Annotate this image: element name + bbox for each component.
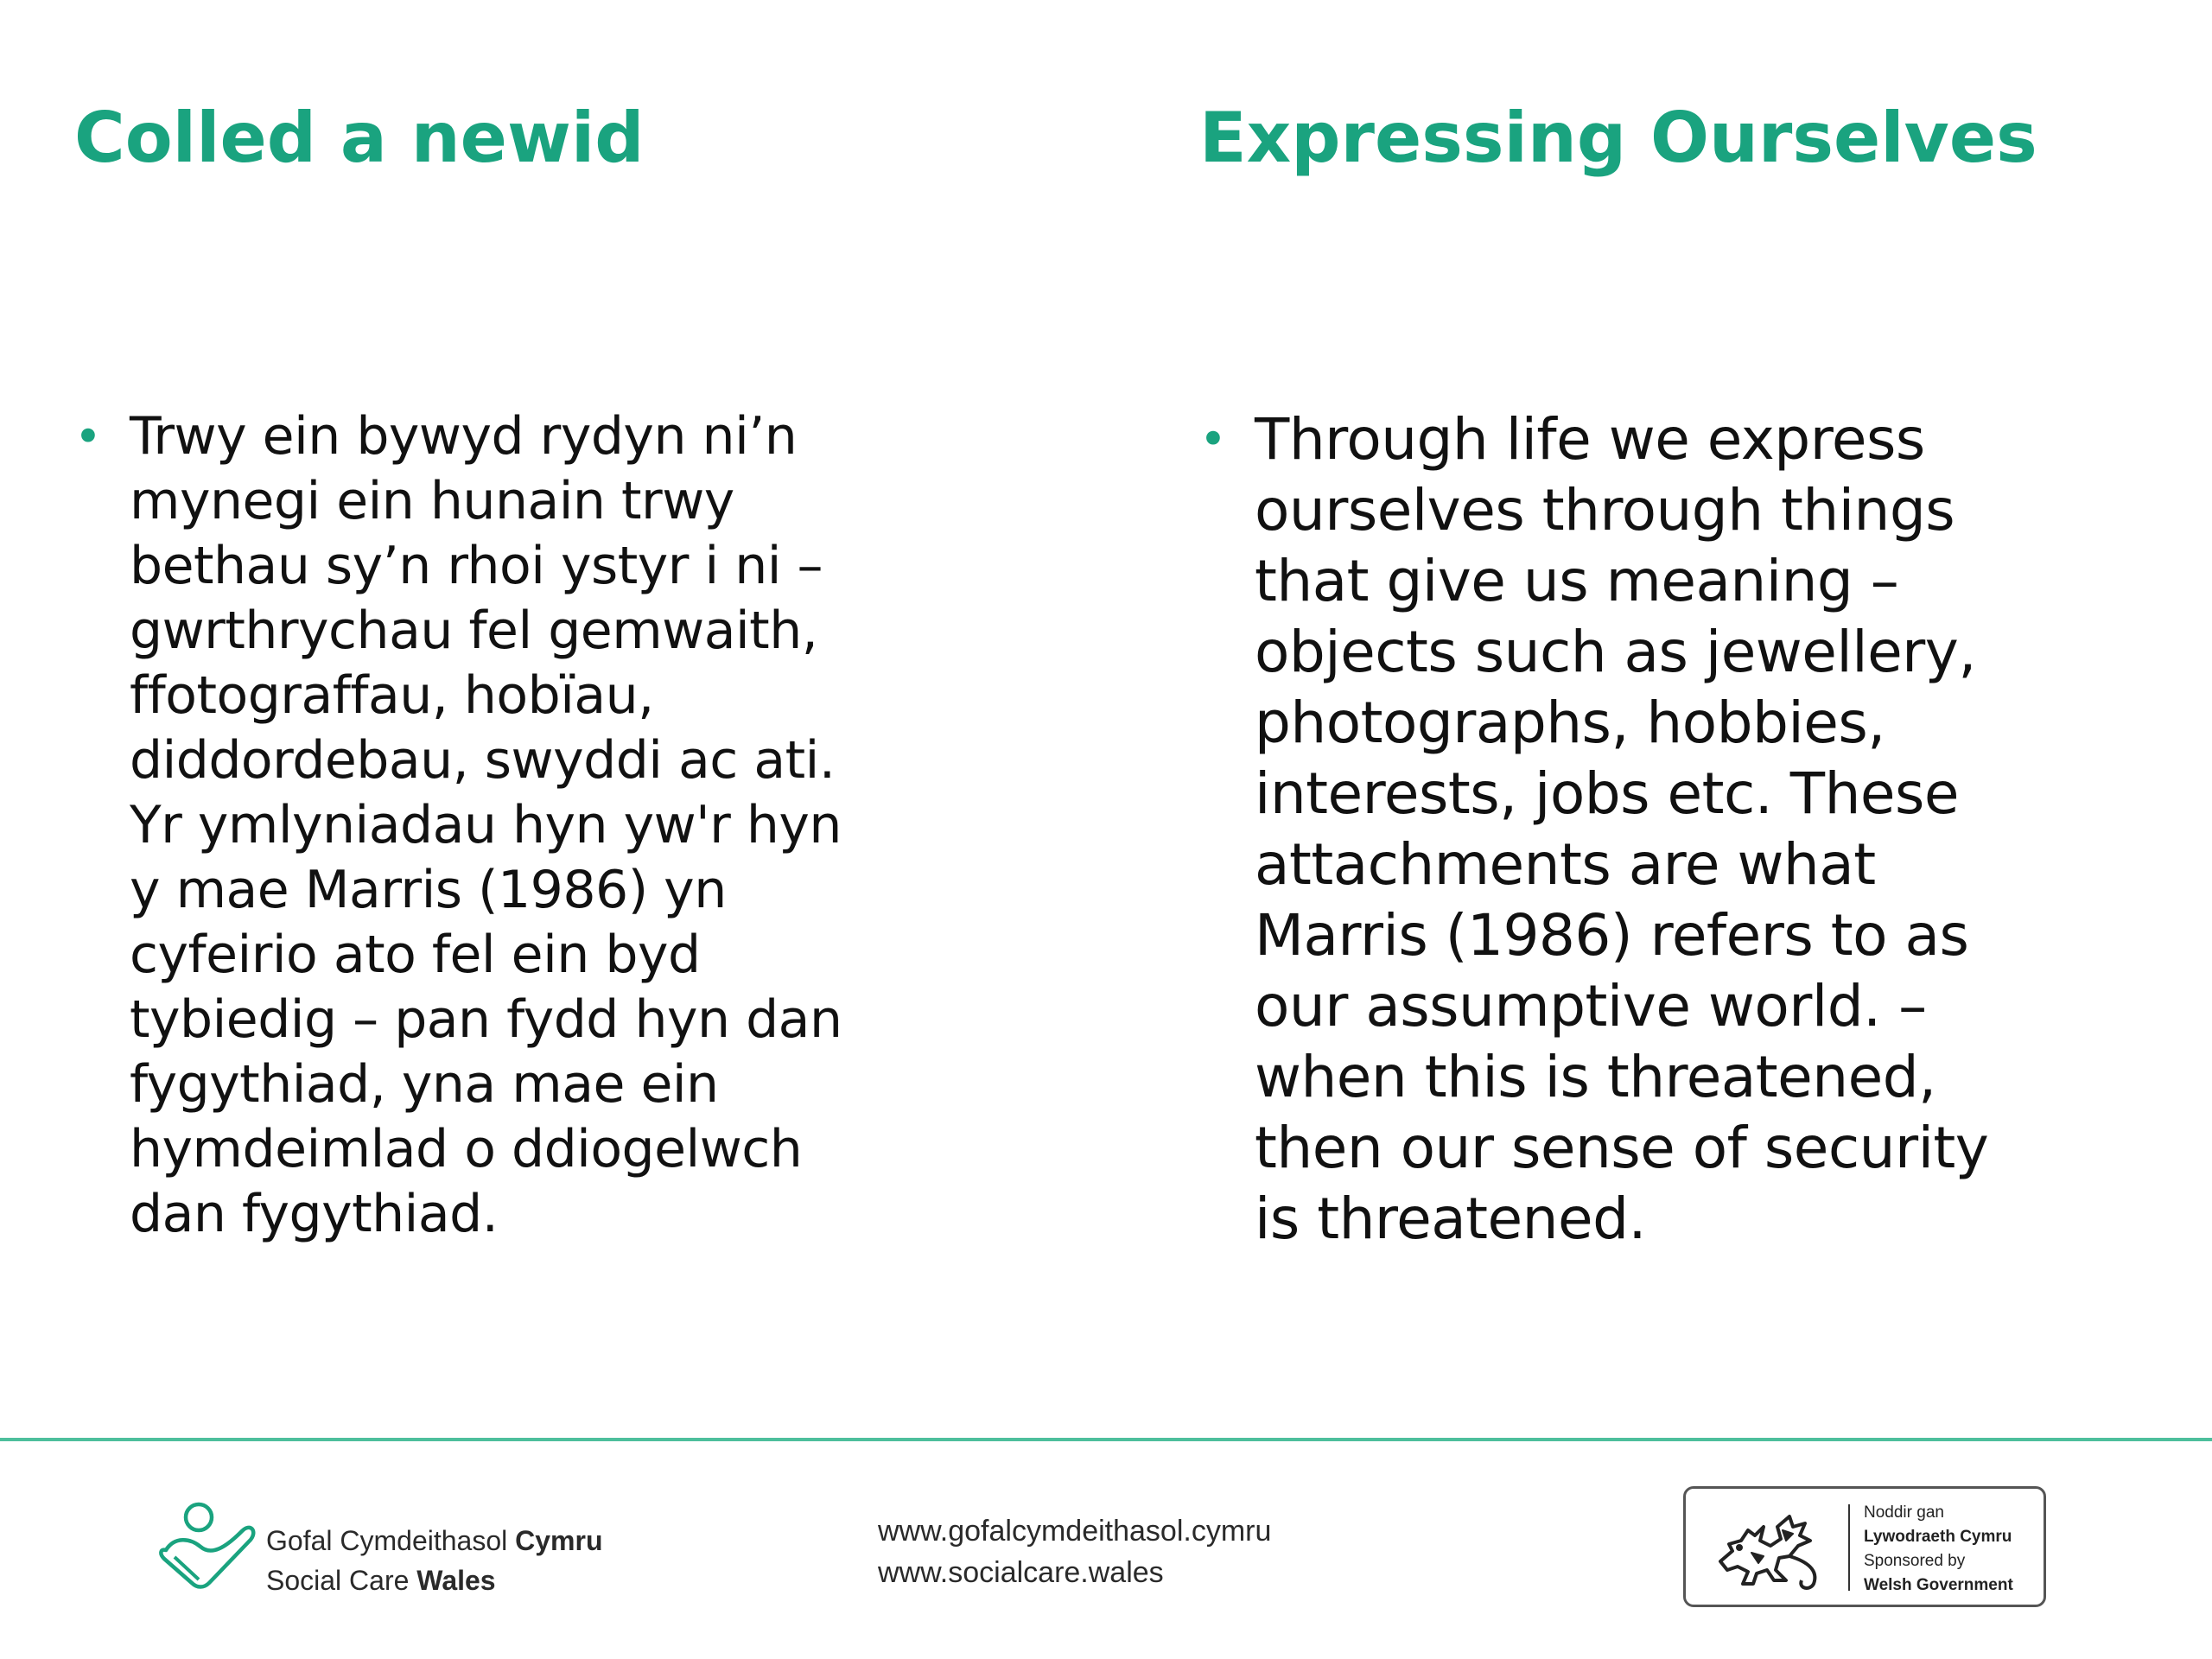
sponsor-line-government: Welsh Government [1864,1576,2013,1594]
sponsor-divider [1848,1504,1850,1591]
logo-line-welsh [266,1521,602,1560]
welsh-website-link[interactable]: www.gofalcymdeithasol.cymru [878,1515,1272,1548]
welsh-dragon-icon [1703,1501,1841,1596]
logo-line2-regular: Social Care [266,1565,417,1596]
english-body-text: Through life we express ourselves through things that give us meaning – objects such as jewellery, photographs, hobbies, interests, jobs etc. These attachments are what Marris (1986) refers to as our assumptive world. – when this is threatened, then our sense of security is threatened. [1255,406,1989,1252]
english-text-column [1199,404,2150,1255]
logo-line-english [266,1560,602,1600]
person-heart-logo-icon [156,1493,259,1597]
logo-line2-bold: Wales [416,1565,496,1596]
welsh-text-column [74,404,921,1247]
sponsor-line-noddir: Noddir gan [1864,1503,1944,1522]
logo-line1-bold: Cymru [515,1525,603,1556]
bullet-icon: • [74,410,102,464]
welsh-government-sponsor-badge [1683,1486,2046,1607]
sponsor-text [1864,1501,2013,1598]
bullet-icon: • [1199,412,1227,467]
english-website-link[interactable]: www.socialcare.wales [878,1556,1164,1589]
logo-wordmark [266,1521,602,1600]
slide-title-english: Expressing Ourselves [1199,98,2037,178]
logo-line1-regular: Gofal Cymdeithasol [266,1525,516,1556]
social-care-wales-logo [156,1493,622,1597]
welsh-body-text: Trwy ein bywyd rydyn ni’n mynegi ein hunain trwy bethau sy’n rhoi ystyr i ni – gwrthrychau fel gemwaith, ffotograffau, hobïau, diddordebau, swyddi ac ati. Yr ymlyniadau hyn yw'r hyn y mae Marris (1986) yn cyfeirio ato fel ein byd tybiedig – pan fydd hyn dan fygythiad, yna mae ein hymdeimlad o ddiogelwch dan fygythiad. [130,406,842,1244]
sponsor-line-sponsored: Sponsored by [1864,1552,1966,1570]
footer-urls [878,1510,1271,1593]
sponsor-line-lywodraeth: Lywodraeth Cymru [1864,1528,2012,1546]
footer-divider [0,1438,2212,1441]
slide-title-welsh: Colled a newid [74,98,645,178]
